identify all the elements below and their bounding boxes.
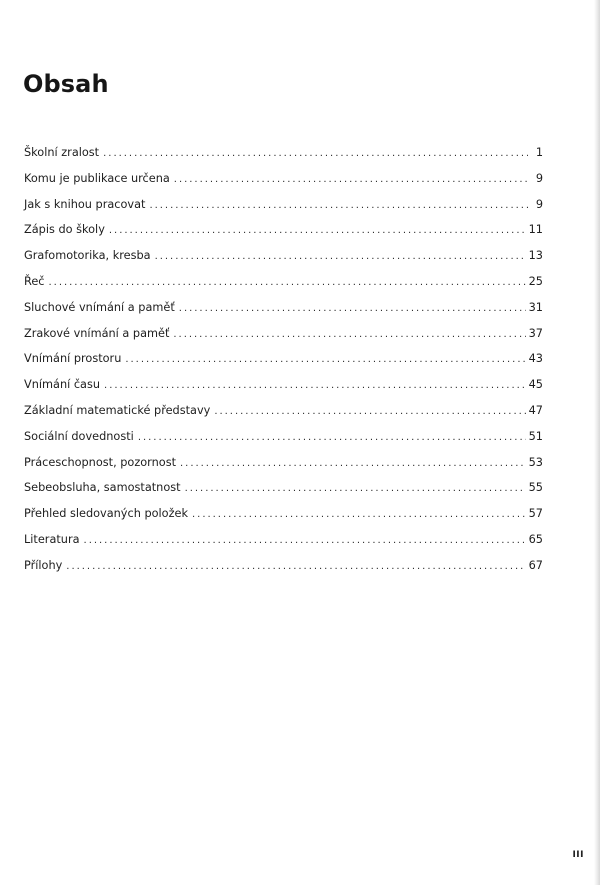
page-edge-shadow [594, 0, 600, 885]
toc-entry-label: Zápis do školy [24, 223, 105, 237]
toc-entry[interactable] [24, 194, 543, 220]
toc-entry-page: 47 [528, 403, 543, 417]
toc-entry-page: 31 [528, 300, 543, 314]
toc-dot-leader [125, 349, 525, 371]
toc-entry-label: Základní matematické představy [24, 403, 211, 417]
toc-entry[interactable] [24, 529, 543, 555]
toc-dot-leader [84, 530, 526, 552]
toc-dot-leader [138, 427, 526, 449]
toc-entry[interactable] [24, 142, 543, 168]
toc-entry-label: Sluchové vnímání a paměť [24, 300, 175, 314]
toc-dot-leader [109, 220, 526, 242]
toc-entry-label: Vnímání prostoru [24, 352, 122, 366]
toc-entry-label: Sociální dovednosti [24, 429, 134, 443]
toc-dot-leader [149, 195, 528, 217]
toc-entry-page: 13 [528, 249, 543, 263]
toc-entry-page: 45 [528, 378, 543, 392]
toc-dot-leader [174, 169, 528, 191]
toc-dot-leader [179, 298, 526, 320]
toc-entry[interactable] [24, 271, 543, 297]
toc-entry[interactable] [24, 374, 543, 400]
page-number: III [572, 850, 584, 860]
toc-entry[interactable] [24, 477, 543, 503]
toc-entry-page: 65 [528, 532, 543, 546]
toc-entry-label: Řeč [24, 274, 45, 288]
toc-entry-label: Jak s knihou pracovat [24, 197, 146, 211]
toc-dot-leader [103, 143, 528, 165]
toc-entry-label: Školní zralost [24, 146, 100, 159]
toc-entry[interactable] [24, 503, 543, 529]
toc-entry-page: 43 [528, 352, 543, 366]
toc-dot-leader [173, 324, 525, 346]
toc-entry[interactable] [24, 555, 543, 581]
toc-entry-label: Přílohy [24, 558, 63, 572]
toc-entry[interactable] [24, 452, 543, 478]
toc-entry-page: 53 [528, 455, 543, 469]
toc-dot-leader [185, 478, 526, 500]
toc-dot-leader [49, 272, 526, 294]
toc-entry-label: Práceschopnost, pozornost [24, 455, 177, 469]
toc-dot-leader [192, 504, 526, 526]
toc-entry-page: 51 [528, 429, 543, 443]
toc-entry-label: Sebeobsluha, samostatnost [24, 481, 181, 495]
page-title: Obsah [23, 70, 109, 98]
toc-dot-leader [155, 246, 526, 268]
toc-entry-page: 25 [528, 274, 543, 288]
toc-entry[interactable] [24, 426, 543, 452]
toc-entry-page: 1 [535, 146, 543, 159]
toc-entry-page: 11 [528, 223, 543, 237]
toc-entry-page: 9 [535, 197, 543, 211]
toc-entry-page: 67 [528, 558, 543, 572]
toc-entry[interactable] [24, 168, 543, 194]
toc-dot-leader [180, 453, 526, 475]
table-of-contents [24, 142, 543, 581]
toc-entry-page: 57 [528, 507, 543, 521]
toc-entry-label: Zrakové vnímání a paměť [24, 326, 170, 340]
toc-entry[interactable] [24, 400, 543, 426]
toc-entry-label: Komu je publikace určena [24, 171, 170, 185]
toc-entry[interactable] [24, 245, 543, 271]
toc-entry[interactable] [24, 323, 543, 349]
toc-dot-leader [104, 375, 526, 397]
toc-entry-page: 37 [528, 326, 543, 340]
toc-entry-page: 55 [528, 481, 543, 495]
toc-entry[interactable] [24, 348, 543, 374]
toc-entry-label: Vnímání času [24, 378, 101, 392]
toc-entry-label: Grafomotorika, kresba [24, 249, 151, 263]
toc-entry-page: 9 [535, 171, 543, 185]
toc-entry-label: Literatura [24, 532, 80, 546]
toc-dot-leader [214, 401, 525, 423]
toc-dot-leader [66, 556, 525, 578]
toc-entry[interactable] [24, 219, 543, 245]
toc-entry[interactable] [24, 297, 543, 323]
toc-entry-label: Přehled sledovaných položek [24, 507, 188, 521]
